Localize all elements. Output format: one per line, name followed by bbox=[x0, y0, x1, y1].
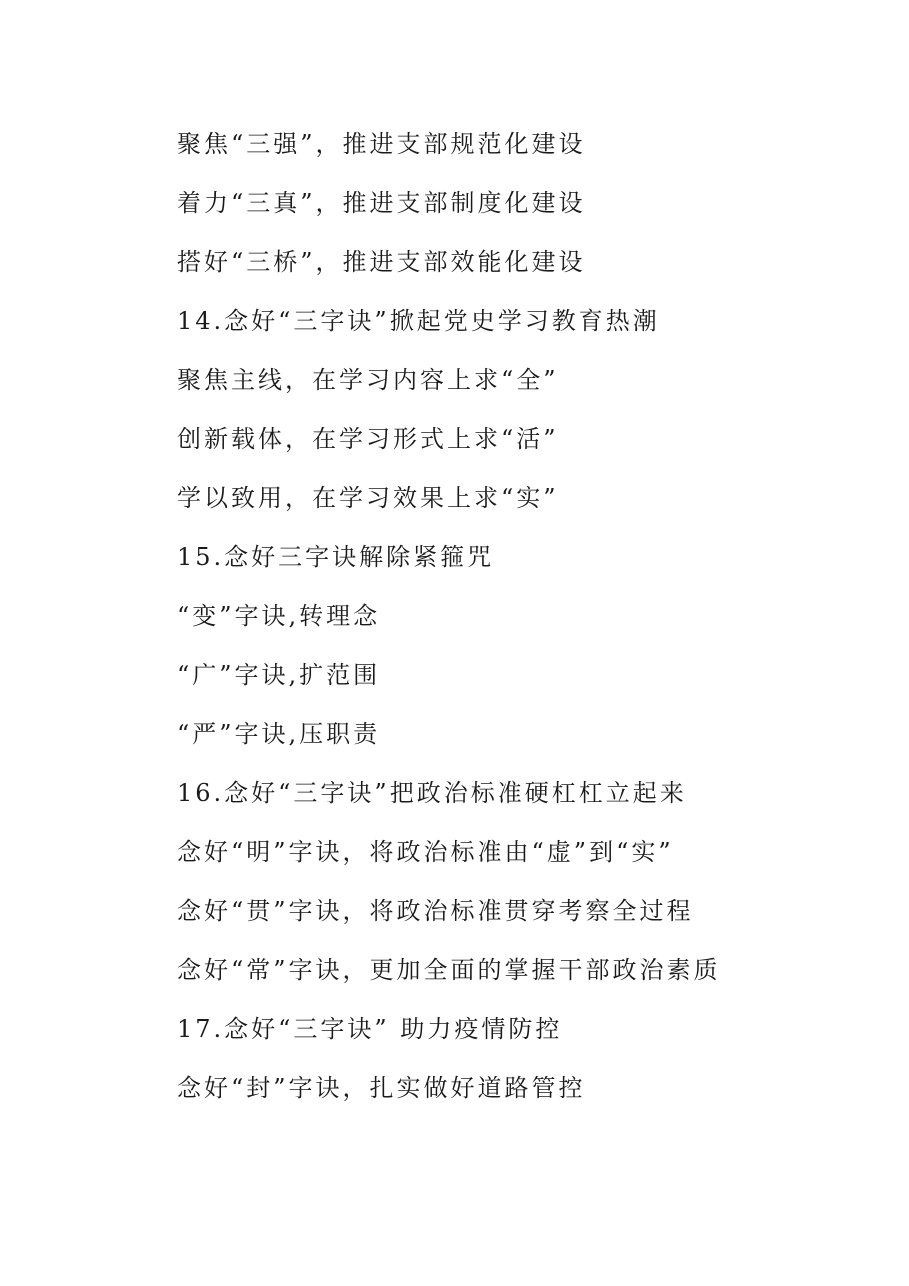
document-body bbox=[177, 126, 877, 1129]
text-line: 念好“贯”字诀，将政治标准贯穿考察全过程 bbox=[177, 897, 694, 925]
text-line: 聚焦“三强”，推进支部规范化建设 bbox=[177, 130, 586, 158]
text-line: 念好“封”字诀，扎实做好道路管控 bbox=[177, 1074, 586, 1102]
text-line: 念好“常”字诀，更加全面的掌握干部政治素质 bbox=[177, 956, 721, 984]
section-heading: 17.念好“三字诀” 助力疫情防控 bbox=[177, 1015, 563, 1043]
section-heading: 16.念好“三字诀”把政治标准硬杠杠立起来 bbox=[177, 779, 687, 807]
section-heading: 14.念好“三字诀”掀起党史学习教育热潮 bbox=[177, 307, 660, 335]
text-line: “严”字诀,压职责 bbox=[177, 720, 381, 748]
text-line: 搭好“三桥”，推进支部效能化建设 bbox=[177, 248, 586, 276]
text-line: 创新载体，在学习形式上求“活” bbox=[177, 425, 559, 453]
text-line: 念好“明”字诀，将政治标准由“虚”到“实” bbox=[177, 838, 674, 866]
text-line: 学以致用，在学习效果上求“实” bbox=[177, 484, 559, 512]
text-line: 聚焦主线，在学习内容上求“全” bbox=[177, 366, 559, 394]
section-heading: 15.念好三字诀解除紧箍咒 bbox=[177, 543, 495, 571]
text-line: “广”字诀,扩范围 bbox=[177, 661, 381, 689]
text-line: “变”字诀,转理念 bbox=[177, 602, 381, 630]
text-line: 着力“三真”，推进支部制度化建设 bbox=[177, 189, 586, 217]
